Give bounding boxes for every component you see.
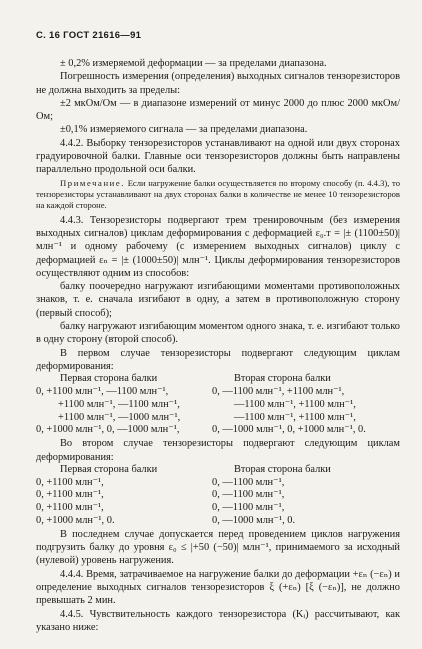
cycles2-right-1: 0, —1100 млн⁻¹, bbox=[212, 489, 285, 501]
paragraph-tolerance-range: ± 0,2% измеряемой деформации — за пределами диапазона. bbox=[60, 58, 327, 69]
cycles1-right-0: 0, —1100 млн⁻¹, +1100 млн⁻¹, bbox=[212, 386, 345, 398]
cycles-table-2 bbox=[36, 464, 400, 528]
cycles2-right-0: 0, —1100 млн⁻¹, bbox=[212, 476, 285, 488]
paragraph-error-range-1: ±2 мкОм/Ом — в диапазоне измерений от минус 2000 до плюс 2000 мкОм/Ом; bbox=[36, 97, 400, 123]
paragraph-second-case: Во втором случае тензорезисторы подвергают следующим циклам деформирования: bbox=[36, 438, 400, 463]
paragraph-measurement-error: Погрешность измерения (определения) выходных сигналов тензорезисторов не должна выходить за пределы: bbox=[36, 71, 400, 96]
cycles1-left-3: 0, +1000 млн⁻¹, 0, —1000 млн⁻¹, bbox=[36, 424, 180, 436]
paragraph-4-4-2: 4.4.2. Выборку тензорезисторов устанавливают на одной или двух сторонах градуировочной балки. Главные оси тензорезисторов должны быть направлены параллельно продольной оси балки. bbox=[36, 137, 400, 176]
cycles2-head-right: Вторая сторона балки bbox=[234, 463, 331, 475]
page-header: С. 16 ГОСТ 21616—91 bbox=[36, 30, 142, 41]
paragraph-4-4-5: 4.4.5. Чувствительность каждого тензорезистора (Kᵢ) рассчитывают, как указано ниже: bbox=[36, 608, 400, 633]
cycles2-right-3: 0, —1000 млн⁻¹, 0. bbox=[212, 515, 296, 526]
note-label: Примечание. bbox=[60, 177, 126, 188]
cycles1-left-2: +1100 млн⁻¹, —1000 млн⁻¹, bbox=[58, 411, 181, 423]
note bbox=[36, 178, 400, 211]
cycles2-left-3: 0, +1000 млн⁻¹, 0. bbox=[36, 515, 115, 526]
cycles2-left-2: 0, +1100 млн⁻¹, bbox=[36, 502, 104, 514]
cycles2-left-0: 0, +1100 млн⁻¹, bbox=[36, 476, 104, 488]
note-text: Если нагружение балки осуществляется по второму способу (п. 4.4.3), то тензорезисторы устанавливают на двух сторонах балки в количестве не менее 10 тензорезисторов на каждой стороне. bbox=[36, 177, 400, 210]
paragraph-error-range-2: ±0,1% измеряемого сигнала — за пределами диапазона. bbox=[60, 124, 308, 136]
cycles2-right-2: 0, —1100 млн⁻¹, bbox=[212, 502, 285, 514]
paragraph-first-case: В первом случае тензорезисторы подвергают следующим циклам деформирования: bbox=[36, 347, 400, 372]
cycles1-head-left: Первая сторона балки bbox=[60, 373, 158, 385]
cycles2-left-1: 0, +1100 млн⁻¹, bbox=[36, 489, 104, 501]
cycles2-head-left: Первая сторона балки bbox=[60, 463, 158, 475]
cycles1-right-2: —1100 млн⁻¹, +1100 млн⁻¹, bbox=[234, 411, 356, 423]
paragraph-method-1: балку поочередно нагружают изгибающими моментами противоположных знаков, т. е. сначала изгибают в одну, а затем в противоположную сторону (первый способ); bbox=[36, 281, 400, 319]
paragraph-preload: В последнем случае допускается перед проведением циклов нагружения подгрузить балку до уровня ε₀ ≤ |+50 (−50)| млн⁻¹, принимаемого за исходный (нулевой) уровень нагружения. bbox=[36, 528, 400, 567]
paragraph-4-4-3: 4.4.3. Тензорезисторы подвергают трем тренировочным (без измерения выходных сигналов) циклам деформирования с деформацией ε₀.т = |± (1100±50)| млн⁻¹ и одному рабочему (с измерением выходных сигналов) циклу с деформацией εₙ = |± (1000±50)| млн⁻¹. Циклы деформирования тензорезисторов осуществляют одним из способов: bbox=[36, 214, 400, 279]
cycles1-left-1: +1100 млн⁻¹, —1100 млн⁻¹, bbox=[58, 398, 180, 410]
paragraph-4-4-4: 4.4.4. Время, затрачиваемое на нагружение балки до деформации +εₙ (−εₙ) и определение выходных сигналов тензорезисторов ξ (+εₙ) [ξ (−εₙ)], не должно превышать 2 мин. bbox=[36, 568, 400, 607]
cycles1-left-0: 0, +1100 млн⁻¹, —1100 млн⁻¹, bbox=[36, 386, 169, 398]
paragraph-method-2: балку нагружают изгибающим моментом одного знака, т. е. изгибают только в одну сторону (второй способ). bbox=[36, 321, 400, 346]
cycles1-right-3: 0, —1000 млн⁻¹, 0, +1000 млн⁻¹, 0. bbox=[212, 424, 366, 436]
cycles1-right-1: —1100 млн⁻¹, +1100 млн⁻¹, bbox=[234, 398, 356, 410]
cycles-table-1 bbox=[36, 373, 400, 437]
cycles1-head-right: Вторая сторона балки bbox=[234, 373, 331, 385]
